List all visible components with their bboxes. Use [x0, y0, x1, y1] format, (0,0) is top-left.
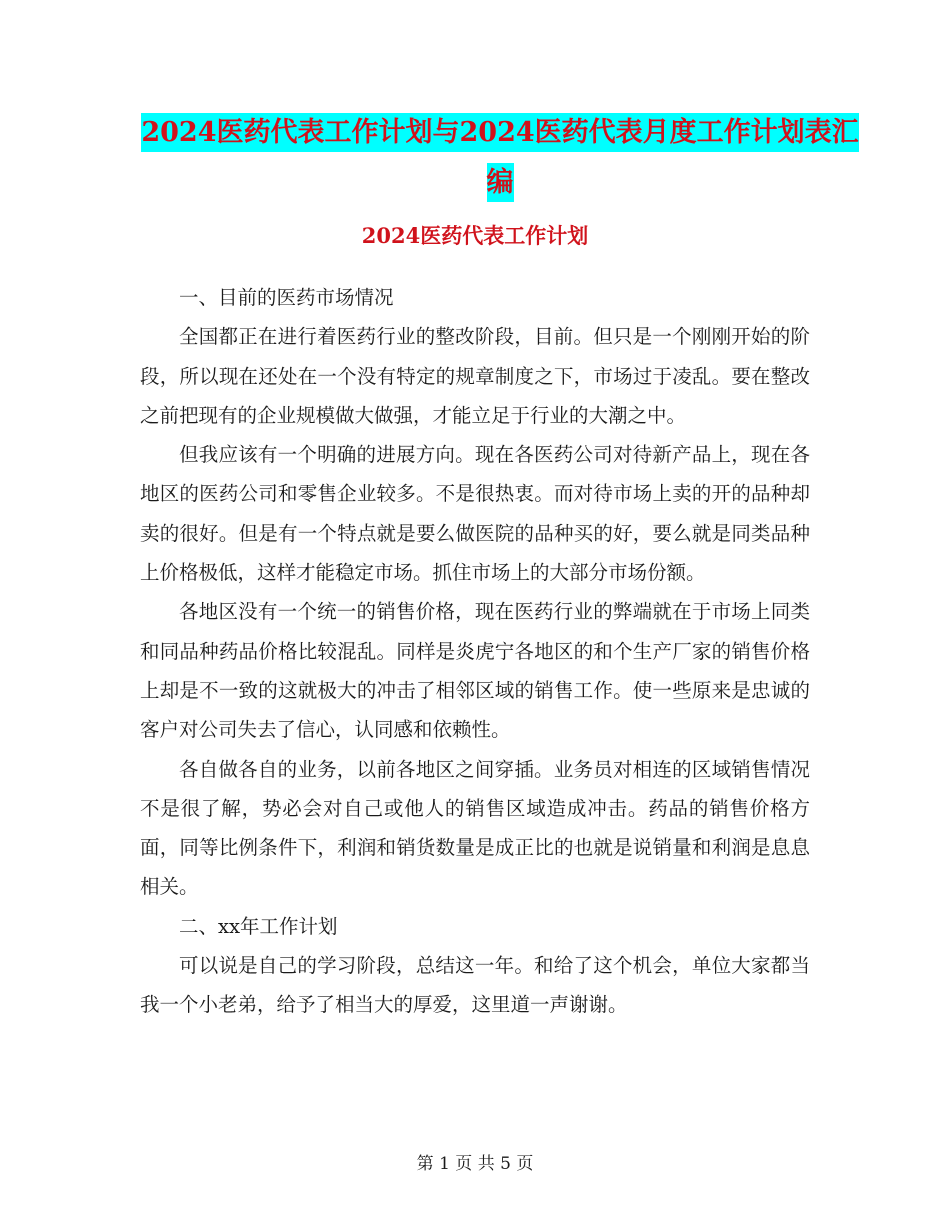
section-title: 2024医药代表工作计划: [361, 223, 589, 248]
document-body: [140, 278, 810, 1025]
heading-work-plan: 二、xx年工作计划: [179, 914, 338, 938]
paragraph: 但我应该有一个明确的进展方向。现在各医药公司对待新产品上，现在各地区的医药公司和零售企业较多。不是很热衷。而对待市场上卖的开的品种却卖的很好。但是有一个特点就是要么做医院的品种买的好，要么就是同类品种上价格极低，这样才能稳定市场。抓住市场上的大部分市场份额。: [140, 443, 810, 585]
document-title: [140, 108, 860, 208]
document-title-text: 2024医药代表工作计划与2024医药代表月度工作计划表汇编: [141, 113, 858, 202]
paragraph: 可以说是自己的学习阶段，总结这一年。和给了这个机会，单位大家都当我一个小老弟，给予了相当大的厚爱，这里道一声谢谢。: [140, 954, 810, 1017]
paragraph: 各地区没有一个统一的销售价格，现在医药行业的弊端就在于市场上同类和同品种药品价格比较混乱。同样是炎虎宁各地区的和个生产厂家的销售价格上却是不一致的这就极大的冲击了相邻区域的销售工作。使一些原来是忠诚的客户对公司失去了信心，认同感和依赖性。: [140, 600, 810, 742]
page-footer: 第 1 页 共 5 页: [416, 1154, 534, 1174]
paragraph: 全国都正在进行着医药行业的整改阶段，目前。但只是一个刚刚开始的阶段，所以现在还处在一个没有特定的规章制度之下，市场过于凌乱。要在整改之前把现有的企业规模做大做强，才能立足于行业的大潮之中。: [140, 325, 810, 427]
paragraph: 各自做各自的业务，以前各地区之间穿插。业务员对相连的区域销售情况不是很了解，势必会对自己或他人的销售区域造成冲击。药品的销售价格方面，同等比例条件下，利润和销货数量是成正比的也就是说销量和利润是息息相关。: [140, 757, 810, 899]
heading-market-situation: 一、目前的医药市场情况: [179, 286, 394, 309]
